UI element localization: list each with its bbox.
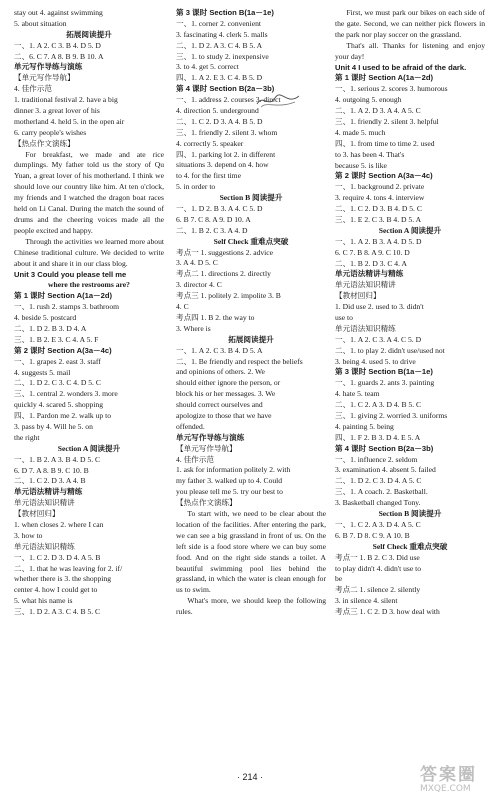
answer-line: use to [335, 313, 353, 323]
answer-line: 二、1. D 2. B 3. D 4. A [14, 324, 87, 333]
answer-line: 3. pass by 4. Will he 5. on [14, 422, 93, 432]
answer-line: 4. C [176, 302, 189, 312]
answer-line: stay out 4. against swimming [14, 8, 103, 17]
answer-line: 一、1. serious 2. scores 3. humorous [335, 84, 448, 94]
answer-line: 3. Where is [176, 323, 211, 333]
section-heading: 第 3 课时 Section B(1a－1e) [176, 8, 274, 17]
answer-line: 一、1. background 2. private [335, 182, 425, 192]
subsection-heading: where the restrooms are? [48, 280, 130, 290]
section-heading: 第 1 课时 Section A(1a－2d) [14, 291, 113, 301]
answer-line: 四、1. from time to time 2. used [335, 138, 435, 148]
answer-line: 二、1. to play 2. didn't use/used not [335, 345, 445, 355]
subsection-heading: Self Check 重难点突破 [213, 236, 289, 246]
answer-line: 二、1. A 2. D 3. A 4. A 5. C [335, 106, 421, 116]
answer-line: be [335, 574, 343, 584]
answer-line: should either ignore the person, or [176, 378, 281, 388]
answer-column-middle [176, 8, 326, 618]
section-heading: 第 2 课时 Section A(3a－4c) [335, 171, 433, 181]
answer-line: 考点二 1. directions 2. directly [176, 269, 271, 279]
answer-column-right [335, 8, 485, 618]
composition-paragraph: What's more, we should keep the following rules. [176, 596, 326, 617]
composition-paragraph: For breakfast, we made and ate rice dumplings. My father told us the story of Qu Yuan, a great lover of his motherland. I think we should love our country like him. At ten o'clock, my friends and I watched the dragon boat races held on Li Canal. During the match the sound of drums and the cheering voices made all the people excited and happy. [14, 149, 164, 235]
answer-line: 一、1. C 2. D 3. D 4. A 5. B [14, 552, 101, 562]
answer-line: 4. outgoing 5. enough [335, 95, 402, 105]
answer-line: 【热点作文演练】 [14, 138, 75, 148]
answer-line: 3. A 4. D 5. C [176, 258, 218, 268]
answer-line: 三、1. friendly 2. silent 3. whom [176, 127, 278, 137]
answer-line: 5. about situation [14, 18, 67, 28]
answer-line: 4. suggests 5. mail [14, 367, 71, 377]
answer-line: block his or her messages. 3. We [176, 389, 276, 399]
answer-line: 1. when closes 2. where I can [14, 520, 104, 530]
answer-line: 5. in order to [176, 182, 216, 192]
answer-line: 单元语法知识精讲 [335, 280, 396, 290]
answer-line: 四、1. parking lot 2. in different [176, 149, 276, 159]
answer-line: to 4. for the first time [176, 171, 241, 181]
section-heading: 第 2 课时 Section A(3a－4c) [14, 345, 112, 355]
answer-line: 3. how to [14, 530, 43, 540]
answer-line: quickly 4. scared 5. shopping [14, 400, 104, 410]
section-heading: 第 4 课时 Section B(2a－3b) [176, 84, 275, 94]
answer-line: 二、1. C 2. D 3. A 4. B 5. D [176, 116, 263, 126]
answer-line: 考点一 1. B 2. C 3. Did use [335, 552, 420, 562]
section-heading: 单元写作导练与演练 [14, 62, 83, 72]
answer-line: because 5. is like [335, 160, 387, 170]
answer-line: 4. painting 5. being [335, 421, 394, 431]
answer-line: offended. [176, 421, 205, 431]
answer-line: 3. director 4. C [176, 280, 222, 290]
answer-line: 3. require 4. tons 4. interview [335, 193, 425, 203]
answer-line: 一、1. D 2. B 3. A 4. C 5. D [176, 204, 263, 214]
answer-line: 6. B 7. C 8. A 9. D 10. A [176, 214, 251, 224]
answer-line: 二、6. C 7. A 8. B 9. B 10. A [14, 51, 104, 61]
answer-line: apologize to those that we have [176, 410, 272, 420]
answer-line: 一、1. rush 2. stamps 3. bathroom [14, 302, 120, 312]
answer-line: 一、1. guards 2. ants 3. painting [335, 378, 435, 388]
answer-line: 4. 佳作示范 [176, 454, 214, 464]
subsection-heading: Section B 阅读提升 [378, 509, 442, 519]
answer-line: 4. beside 5. postcard [14, 313, 77, 323]
subsection-heading: 拓展阅读提升 [228, 334, 274, 344]
answer-line: 单元语法知识精练 [14, 541, 75, 551]
answer-line: 【教材回归】 [335, 291, 381, 301]
answer-line: 3. fascinating 4. clerk 5. malls [176, 29, 268, 39]
answer-line: should correct ourselves and [176, 400, 263, 410]
answer-line: motherland 4. held 5. in the open air [14, 116, 125, 126]
answer-line: 考点二 1. silence 2. silently [335, 585, 421, 595]
answer-line: 考点三 1. politely 2. impolite 3. B [176, 291, 281, 301]
answer-line: 四、1. A 2. E 3. C 4. B 5. D [176, 73, 263, 83]
answer-line: 二、1. C 2. D 3. A 4. B [14, 476, 86, 486]
answer-line: 单元语法知识精讲 [14, 498, 75, 508]
site-watermark-logo [420, 766, 492, 796]
answer-line: 二、1. B 2. C 3. A 4. D [176, 225, 248, 235]
answer-line: center 4. how I could get to [14, 585, 98, 595]
answer-line: 一、1. A 2. C 3. B 4. D 5. D [14, 40, 101, 50]
section-heading: Unit 3 Could you please tell me [14, 269, 127, 279]
answer-line: 考点三 1. C 2. D 3. how deal with [335, 607, 440, 617]
watermark-bottom-text: MXQE.COM [420, 784, 471, 794]
answer-line: 6. D 7. A 8. B 9. C 10. B [14, 465, 89, 475]
answer-line: 二、1. C 2. A 3. D 4. B 5. C [335, 400, 422, 410]
answer-line: 四、1. F 2. B 3. D 4. E 5. A [335, 432, 421, 442]
answer-line: 【热点作文演练】 [176, 498, 237, 508]
answer-line: 三、1. E 2. C 3. B 4. D 5. A [335, 215, 422, 224]
section-heading: 第 3 课时 Section B(1a－1e) [335, 367, 433, 377]
answer-line: 3. in silence 4. silent [335, 596, 398, 606]
answer-line: situations 3. depend on 4. how [176, 160, 269, 170]
answer-line: 3. examination 4. absent 5. failed [335, 465, 436, 475]
answer-line: 一、1. grapes 2. east 3. staff [14, 356, 101, 366]
answer-line: 考点四 1. B 2. the way to [176, 312, 255, 322]
answer-line: 一、1. A 2. B 3. A 4. D 5. D [335, 236, 422, 246]
answer-line: dinner 3. a great lover of his [14, 106, 100, 116]
answer-line: 6. B 7. D 8. C 9. A 10. B [335, 530, 410, 540]
answer-line: 3. being 4. used 5. to drive [335, 356, 416, 366]
answer-line: 单元语法知识精练 [335, 323, 396, 333]
answer-line: 二、1. that he was leaving for 2. if/ [14, 563, 123, 573]
answer-line: 【教材回归】 [14, 509, 60, 519]
answer-line: to 3. has been 4. That's [335, 149, 405, 159]
answer-line: whether there is 3. the shopping [14, 574, 112, 584]
answer-line: my father 3. walked up to 4. Could [176, 476, 283, 486]
answer-line: 二、1. C 2. D 3. B 4. D 5. C [335, 204, 422, 214]
answer-line: 一、1. C 2. A 3. D 4. A 5. C [335, 519, 421, 529]
answer-line: 二、1. B 2. D 3. C 4. A [335, 258, 407, 268]
answer-line: 二、1. D 2. C 3. D 4. A 5. C [335, 476, 422, 486]
answer-line: 二、1. D 2. C 3. C 4. D 5. C [14, 378, 101, 388]
answer-line: 三、1. D 2. A 3. C 4. B 5. C [14, 607, 101, 617]
subsection-heading: 拓展阅读提升 [66, 29, 112, 39]
answer-line: 三、1. B 2. E 3. C 4. A 5. F [14, 334, 99, 344]
section-heading: 第 4 课时 Section B(2a－3b) [335, 443, 434, 453]
answer-line: you please tell me 5. try our best to [176, 487, 283, 497]
answer-line: 三、1. giving 2. worried 3. uniforms [335, 411, 448, 421]
subsection-heading: Section A 阅读提升 [378, 225, 442, 235]
answer-line: 1. Did use 2. used to 3. didn't [335, 302, 424, 312]
answer-line: 6. C 7. B 8. A 9. C 10. D [335, 247, 410, 257]
section-heading: 单元语法精讲与精练 [14, 487, 83, 497]
answer-line: 一、1. A 2. C 3. A 4. C 5. D [335, 334, 422, 344]
subsection-heading: Self Check 重难点突破 [372, 541, 448, 551]
answer-line: 6. carry people's wishes [14, 127, 87, 137]
subsection-heading: Section B 阅读提升 [219, 193, 283, 203]
answer-line: 4. 佳作示范 [14, 84, 52, 94]
section-heading: 第 1 课时 Section A(1a－2d) [335, 73, 434, 83]
composition-paragraph: To start with, we need to be clear about the location of the facilities. After entering the park, we can see a big grassland in front of us. On the left side is a food store where we can buy some food. And on the right side stands a toilet. A beautiful swimming pool lies behind the grassland, in which the water is clean enough for us to swim. [176, 508, 326, 595]
answer-line: 四、1. Pardon me 2. walk up to [14, 411, 112, 421]
section-heading: Unit 4 I used to be afraid of the dark. [335, 62, 467, 72]
answer-line: 一、1. address 2. courses 3. direct [176, 95, 281, 105]
answer-line: 一、1. influence 2. seldom [335, 454, 418, 464]
answer-line: and opinions of others. 2. We [176, 367, 265, 377]
answer-line: 一、1. B 2. A 3. B 4. D 5. C [14, 454, 101, 464]
answer-line: 三、1. A coach. 2. Basketball. [335, 487, 428, 497]
answer-column-left [14, 8, 164, 618]
answer-line: 【单元写作导航】 [176, 443, 237, 453]
answer-line: 三、1. central 2. wonders 3. more [14, 389, 118, 399]
answer-line: 5. what his name is [14, 596, 73, 606]
answer-line: 1. ask for information politely 2. with [176, 465, 291, 475]
answer-line: 4. correctly 5. speaker [176, 138, 244, 148]
answer-line: 1. traditional festival 2. have a big [14, 95, 118, 105]
scribble-mark [255, 92, 301, 110]
answer-line: 3. Basketball changed Tony. [335, 498, 421, 508]
composition-paragraph: First, we must park our bikes on each side of the gate. Second, we can neither pick flowers in the park nor play soccer on the grassland. [335, 8, 485, 39]
section-heading: 单元写作导练与演练 [176, 432, 245, 442]
answer-line: 4. hate 5. team [335, 389, 380, 399]
section-heading: 单元语法精讲与精练 [335, 269, 404, 279]
answer-line: 一、1. corner 2. convenient [176, 18, 261, 28]
page-number: · 214 · [236, 772, 263, 782]
composition-paragraph: Through the activities we learned more about Chinese traditional culture. We decided to write about it and share it in our class blog. [14, 236, 164, 268]
composition-paragraph: That's all. Thanks for listening and enjoy your day! [335, 40, 485, 61]
watermark-top-text: 答案圈 [420, 765, 477, 785]
answer-line: 3. to 4. get 5. correct [176, 62, 239, 72]
answer-line: 一、1. A 2. C 3. B 4. D 5. A [176, 345, 263, 355]
answer-line: to play didn't 4. didn't use to [335, 563, 422, 573]
answer-line: 三、1. to study 2. inexpensive [176, 51, 269, 61]
answer-line: 二、1. D 2. A 3. C 4. B 5. A [176, 40, 263, 50]
subsection-heading: Section A 阅读提升 [57, 443, 121, 453]
answer-line: 【单元写作导航】 [14, 73, 75, 83]
answer-line: 三、1. friendly 2. silent 3. helpful [335, 116, 439, 126]
answer-line: the right [14, 432, 40, 442]
answer-line: 4. direction 5. underground [176, 106, 259, 116]
answer-line: 4. made 5. much [335, 127, 386, 137]
answer-line: 考点一 1. suggestions 2. advice [176, 247, 274, 257]
answer-line: 二、1. Be friendly and respect the beliefs [176, 356, 303, 366]
